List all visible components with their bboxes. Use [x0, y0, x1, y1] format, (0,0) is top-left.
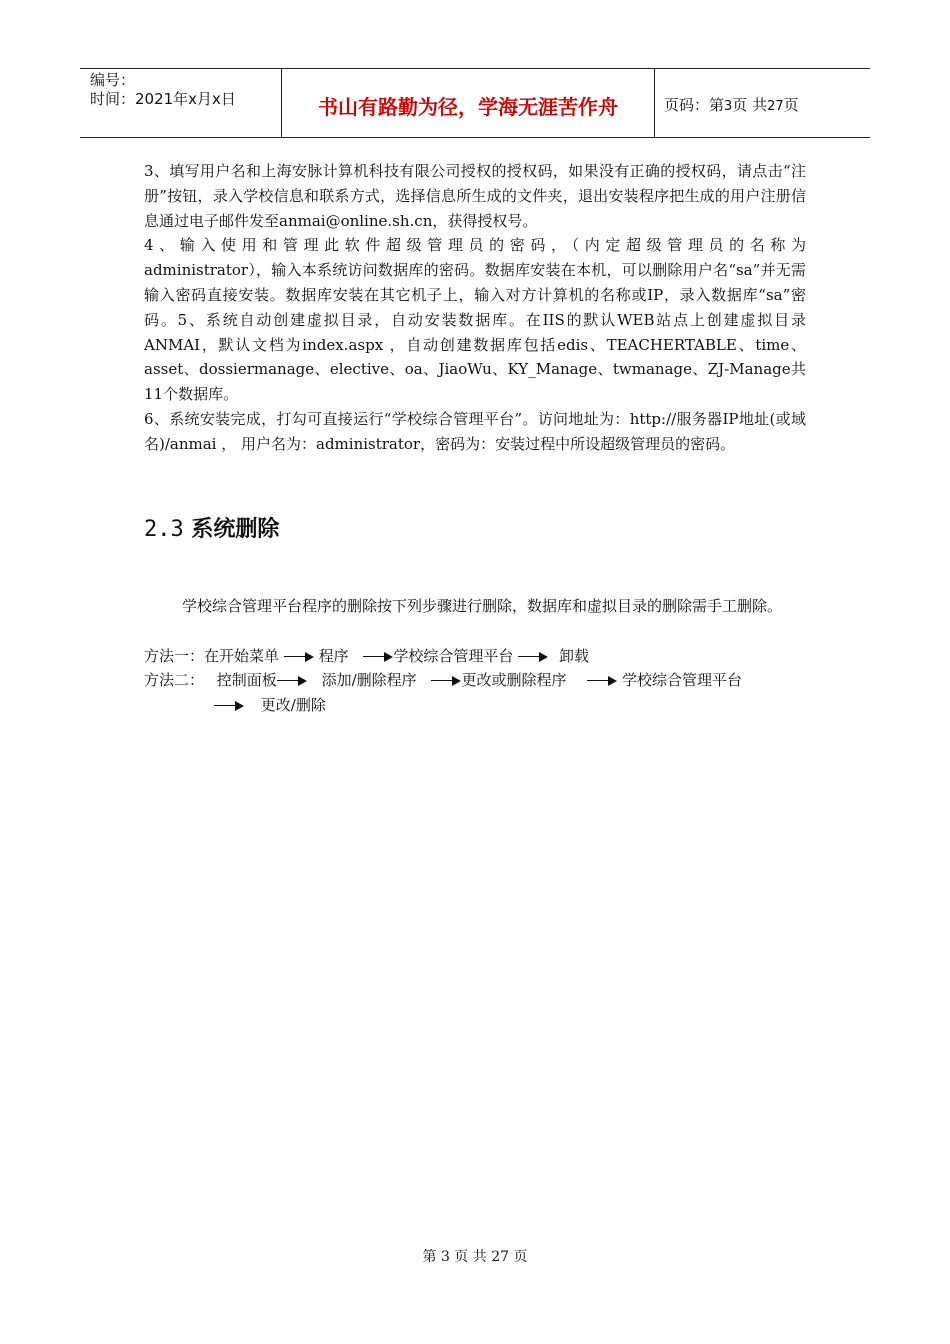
- header-info-cell: [80, 69, 282, 137]
- arrow-icon: [587, 675, 617, 687]
- method-1-label: 方法一：在开始菜单: [144, 647, 280, 665]
- method-2-step: 学校综合管理平台: [622, 671, 743, 689]
- uninstall-method-2-continued: [214, 693, 326, 717]
- page-header: [80, 68, 870, 138]
- header-page-current: 3: [724, 98, 733, 114]
- document-date-label: 时间：2021年x月x日: [90, 90, 236, 108]
- method-2-step: 控制面板: [216, 671, 277, 689]
- header-motto-cell: [282, 69, 655, 137]
- uninstall-method-2: [144, 668, 742, 692]
- page-footer: 第 3 页 共 27 页: [422, 1249, 528, 1265]
- method-2-step: 更改/删除: [260, 696, 326, 714]
- install-steps: [144, 159, 806, 457]
- arrow-icon: [518, 651, 548, 663]
- document-number-label: 编号：: [90, 71, 136, 89]
- install-step-3: 3、填写用户名和上海安脉计算机科技有限公司授权的授权码，如果没有正确的授权码，请点击“注册”按钮，录入学校信息和联系方式，选择信息所生成的文件夹，退出安装程序把生成的用户注册信息通过电子邮件发至anmai@online.sh.cn，获得授权号。: [144, 162, 806, 230]
- section-intro: [144, 594, 806, 619]
- arrow-icon: [277, 675, 307, 687]
- method-2-step: 更改或删除程序: [461, 671, 567, 689]
- section-heading: [144, 512, 279, 543]
- header-motto: 书山有路勤为径，学海无涯苦作舟: [318, 94, 618, 119]
- header-page-total: 27: [767, 98, 784, 114]
- arrow-icon: [214, 700, 244, 712]
- arrow-icon: [284, 651, 314, 663]
- install-step-4-5: administrator），输入本系统访问数据库的密码。数据库安装在本机，可以删除用户名“sa”并无需输入密码直接安装。数据库安装在其它机子上，输入对方计算机的名称或IP，录入数据库“sa”密码。5、系统自动创建虚拟目录，自动安装数据库。在IIS的默认WEB站点上创建虚拟目录ANMAI，默认文档为index.aspx ，自动创建数据库包括edis、TEACHERTABLE、time、asset、dossiermanage、elective、oa、JiaoWu、KY_Manage、twmanage、ZJ-Manage共11个数据库。: [144, 261, 806, 404]
- install-step-6: 6、系统安装完成，打勾可直接运行“学校综合管理平台”。访问地址为：http://服务器IP地址(或域名)/anmai ， 用户名为：administrator，密码为：安装过程中所设超级管理员的密码。: [144, 409, 806, 453]
- method-2-label: 方法二：: [144, 671, 205, 689]
- arrow-icon: [363, 651, 393, 663]
- install-step-4-first-line: 4、输入使用和管理此软件超级管理员的密码，（内定超级管理员的名称为: [144, 236, 806, 255]
- header-page-cell: [655, 69, 870, 137]
- arrow-icon: [431, 675, 461, 687]
- method-1-step: 程序: [318, 647, 349, 665]
- section-intro-text: 学校综合管理平台程序的删除按下列步骤进行删除，数据库和虚拟目录的删除需手工删除。: [182, 597, 783, 615]
- header-page-indicator: 页码：第3页 共27页: [664, 95, 799, 114]
- method-1-step: 卸载: [558, 647, 589, 665]
- uninstall-method-1: [144, 644, 589, 668]
- method-1-step: 学校综合管理平台: [393, 647, 514, 665]
- method-2-step: 添加/删除程序: [321, 671, 417, 689]
- section-title: 系统删除: [191, 516, 280, 542]
- section-number: 2.3: [144, 517, 184, 542]
